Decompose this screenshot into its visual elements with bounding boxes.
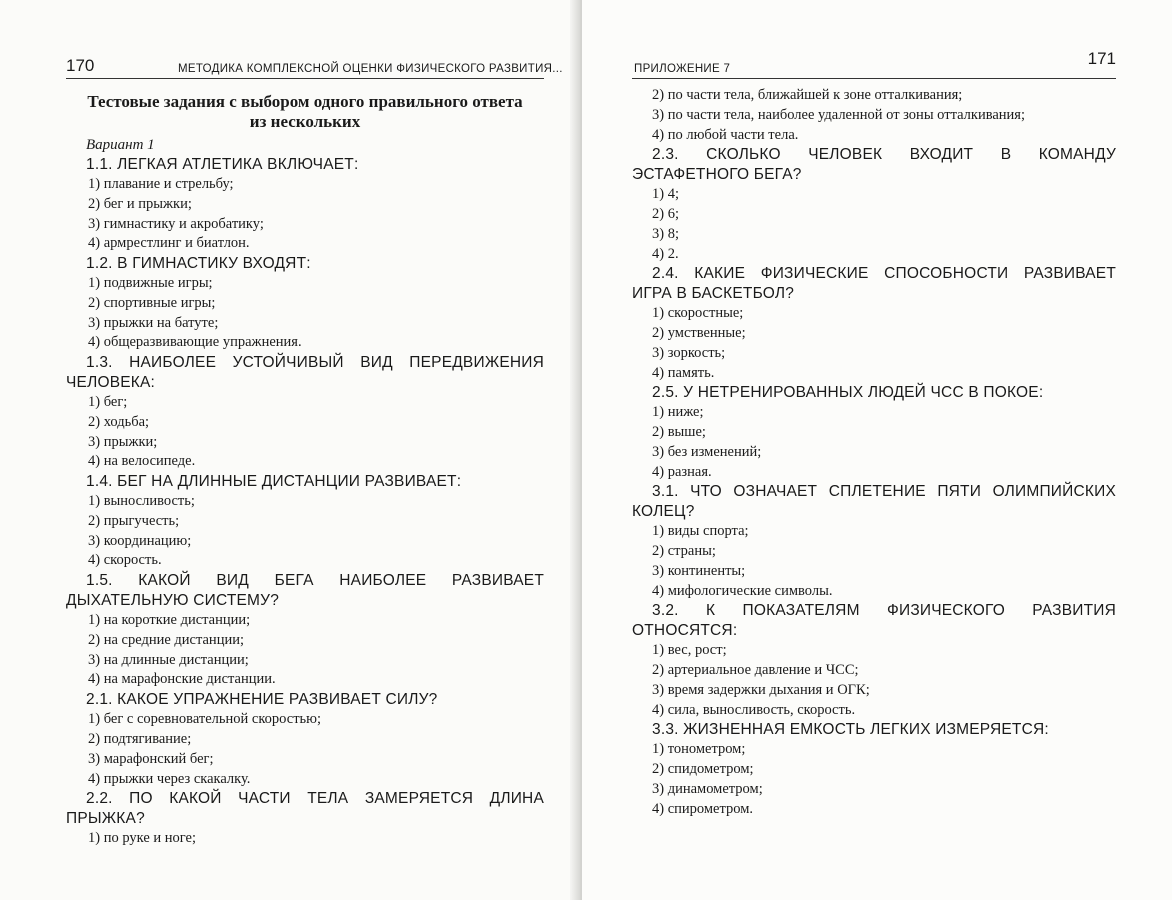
- answer-option: 4) спирометром.: [652, 800, 754, 817]
- question-text: 1.4. БЕГ НА ДЛИННЫЕ ДИСТАНЦИИ РАЗВИВАЕТ:: [86, 473, 462, 491]
- answer-option: 2) спортивные игры;: [88, 294, 216, 311]
- question-text: 2.3. СКОЛЬКО ЧЕЛОВЕК ВХОДИТ В КОМАНДУ ЭСТАФЕТНОГО БЕГА?: [632, 146, 1116, 184]
- answer-option: 4) общеразвивающие упражнения.: [88, 334, 302, 351]
- answer-continuation: [632, 86, 1116, 145]
- question-text: 3.1. ЧТО ОЗНАЧАЕТ СПЛЕТЕНИЕ ПЯТИ ОЛИМПИЙСКИХ КОЛЕЦ?: [632, 483, 1116, 521]
- answer-option: 3) прыжки;: [88, 433, 158, 450]
- page-number: 171: [1087, 49, 1116, 68]
- question-text: 3.2. К ПОКАЗАТЕЛЯМ ФИЗИЧЕСКОГО РАЗВИТИЯ ОТНОСЯТСЯ:: [632, 602, 1116, 640]
- answer-option: 1) на короткие дистанции;: [88, 612, 251, 629]
- test-item: [66, 353, 544, 472]
- answer-option: 3) зоркость;: [652, 344, 726, 361]
- question-text: 2.5. У НЕТРЕНИРОВАННЫХ ЛЮДЕЙ ЧСС В ПОКОЕ:: [652, 384, 1044, 402]
- left-page: [0, 0, 578, 900]
- question-text: 3.3. ЖИЗНЕННАЯ ЕМКОСТЬ ЛЕГКИХ ИЗМЕРЯЕТСЯ:: [652, 721, 1049, 739]
- answer-option: 4) на марафонские дистанции.: [88, 671, 276, 688]
- answer-option: 3) по части тела, наиболее удаленной от зоны отталкивания;: [652, 106, 1026, 123]
- answer-option: 4) армрестлинг и биатлон.: [88, 235, 250, 252]
- answer-option: 2) подтягивание;: [88, 730, 192, 747]
- question-text: 2.1. КАКОЕ УПРАЖНЕНИЕ РАЗВИВАЕТ СИЛУ?: [86, 691, 438, 709]
- question-text: 2.2. ПО КАКОЙ ЧАСТИ ТЕЛА ЗАМЕРЯЕТСЯ ДЛИНА ПРЫЖКА?: [66, 790, 544, 828]
- page-number: 170: [66, 56, 95, 75]
- running-title: МЕТОДИКА КОМПЛЕКСНОЙ ОЦЕНКИ ФИЗИЧЕСКОГО РАЗВИТИЯ...: [178, 63, 563, 75]
- answer-option: 4) на велосипеде.: [88, 453, 196, 470]
- test-item: [66, 472, 544, 571]
- running-title: ПРИЛОЖЕНИЕ 7: [634, 63, 731, 75]
- answer-option: 1) по руке и ноге;: [88, 830, 197, 847]
- answer-option: 4) скорость.: [88, 552, 162, 569]
- answer-option: 4) по любой части тела.: [652, 126, 799, 143]
- title-line: из нескольких: [249, 112, 361, 131]
- question-text: 1.1. ЛЕГКАЯ АТЛЕТИКА ВКЛЮЧАЕТ:: [86, 156, 359, 173]
- answer-option: 1) плавание и стрельбу;: [88, 175, 234, 192]
- answer-option: 3) гимнастику и акробатику;: [88, 215, 264, 232]
- test-item: [632, 720, 1116, 819]
- answer-option: 2) прыгучесть;: [88, 512, 180, 529]
- answer-option: 2) умственные;: [652, 325, 746, 341]
- answer-option: 2) по части тела, ближайшей к зоне отталкивания;: [652, 87, 963, 103]
- answer-option: 3) динамометром;: [652, 780, 763, 797]
- answer-option: 2) страны;: [652, 543, 716, 560]
- answer-option: 1) бег с соревновательной скоростью;: [88, 711, 322, 728]
- answer-option: 3) континенты;: [652, 562, 746, 579]
- answer-option: 2) артериальное давление и ЧСС;: [652, 662, 859, 679]
- answer-option: 4) мифологические символы.: [652, 582, 833, 599]
- test-item: [632, 601, 1116, 720]
- test-item: [632, 264, 1116, 383]
- answer-option: 2) на средние дистанции;: [88, 631, 245, 648]
- page-body: [66, 92, 544, 849]
- answer-option: 2) выше;: [652, 424, 706, 441]
- answer-option: 3) время задержки дыхания и ОГК;: [652, 681, 870, 698]
- test-item: [632, 145, 1116, 264]
- answer-option: 1) ниже;: [652, 404, 704, 421]
- answer-option: 3) без изменений;: [652, 443, 762, 460]
- running-header: [632, 44, 1116, 79]
- answer-option: 4) 2.: [652, 245, 679, 262]
- answer-option: 1) вес, рост;: [652, 642, 727, 659]
- test-item: [66, 789, 544, 849]
- answer-option: 3) координацию;: [88, 532, 192, 549]
- answer-option: 3) марафонский бег;: [88, 750, 214, 767]
- answer-option: 1) 4;: [652, 186, 679, 203]
- answer-option: 4) память.: [652, 364, 715, 381]
- question-text: 1.2. В ГИМНАСТИКУ ВХОДЯТ:: [86, 255, 311, 273]
- page-body: [632, 86, 1116, 820]
- question-text: 1.5. КАКОЙ ВИД БЕГА НАИБОЛЕЕ РАЗВИВАЕТ ДЫХАТЕЛЬНУЮ СИСТЕМУ?: [66, 572, 544, 610]
- answer-option: 3) на длинные дистанции;: [88, 651, 249, 668]
- answer-option: 3) 8;: [652, 225, 679, 242]
- right-page: [582, 0, 1172, 900]
- answer-option: 1) бег;: [88, 394, 128, 410]
- answer-option: 4) разная.: [652, 463, 712, 480]
- test-item: [66, 254, 544, 353]
- answer-option: 1) скоростные;: [652, 305, 744, 322]
- answer-option: 1) подвижные игры;: [88, 275, 213, 291]
- variant-label: Вариант 1: [86, 137, 155, 153]
- answer-option: 2) 6;: [652, 206, 679, 222]
- answer-option: 2) бег и прыжки;: [88, 195, 192, 212]
- answer-option: 3) прыжки на батуте;: [88, 314, 219, 331]
- section-title: [66, 92, 544, 132]
- answer-option: 4) сила, выносливость, скорость.: [652, 701, 856, 718]
- question-text: 2.4. КАКИЕ ФИЗИЧЕСКИЕ СПОСОБНОСТИ РАЗВИВАЕТ ИГРА В БАСКЕТБОЛ?: [632, 265, 1116, 303]
- running-header: [66, 44, 563, 79]
- answer-option: 4) прыжки через скакалку.: [88, 770, 251, 787]
- test-item: [66, 690, 544, 789]
- answer-option: 2) ходьба;: [88, 413, 150, 430]
- test-item: [632, 383, 1116, 482]
- answer-option: 2) спидометром;: [652, 761, 754, 778]
- answer-option: 1) выносливость;: [88, 493, 195, 510]
- answer-option: 1) виды спорта;: [652, 523, 749, 540]
- test-item: [66, 571, 544, 690]
- question-text: 1.3. НАИБОЛЕЕ УСТОЙЧИВЫЙ ВИД ПЕРЕДВИЖЕНИЯ ЧЕЛОВЕКА:: [66, 354, 544, 392]
- title-line: Тестовые задания с выбором одного правильного ответа: [87, 92, 523, 111]
- test-item: [66, 155, 544, 254]
- answer-option: 1) тонометром;: [652, 741, 746, 758]
- test-item: [632, 482, 1116, 601]
